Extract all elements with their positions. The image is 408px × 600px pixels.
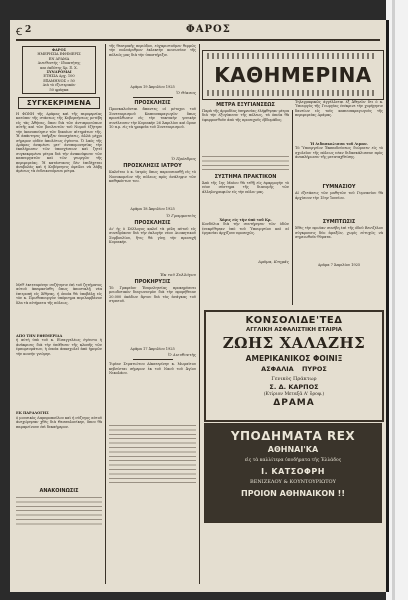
ad-line: ΑΘΗΝΑΙ'ΚΑ xyxy=(267,445,319,454)
column-3 xyxy=(202,100,289,305)
shoe-ad xyxy=(204,423,382,523)
section-text: Χθὲς τὴν πρωΐαν συνέβη ἐπὶ τῆς ὁδοῦ Βενιζέλου σύγκρουσις δύο ἁμαξῶν, χωρὶς εὐτυχῶς νὰ σημειωθοῦν θύματα. xyxy=(295,226,383,240)
column-rule-1 xyxy=(105,44,106,584)
section-text: Τηλεγραφικῶς ἀγγέλλεται ἐξ Ἀθηνῶν ὅτι ὁ κ. Ὑπουργὸς τῆς Γεωργίας ἐνέκρινε τὴν χορήγησιν δανείων εἰς τοὺς καπνοπαραγωγοὺς τῆς περιφερείας Δράμας. xyxy=(295,100,383,118)
notice-line: ΗΜΕΡΗΣΙΑ ΕΦΗΜΕΡΙΣ xyxy=(37,52,81,57)
news-item-text: ὁ μουσικὸς Λαμπροπούλου καὶ ἡ σύζυγος αὐτοῦ ἀνεχώρησαν χθὲς διὰ Θεσσαλονίκην, ὅπου θὰ παραμείνουν ἐπὶ δεκαήμερον. xyxy=(16,415,102,429)
separator xyxy=(133,359,173,360)
notice-date: Δρᾶμα 19 Ἀπριλίου 1925 xyxy=(130,85,175,89)
column-4 xyxy=(295,100,383,305)
ad-line: ΑΓΓΛΙΚΗ ΑΣΦΑΛΙΣΤΙΚΗ ΕΤΑΙΡΙΑ xyxy=(245,327,343,333)
section-title-box xyxy=(18,97,100,109)
ad-line: ΑΣΦΑΛΙΑ ΠΥΡΟΣ xyxy=(261,365,327,373)
section-date: Δρᾶμα 18 Ἀπριλίου 1925 xyxy=(130,207,175,212)
ad-line: εἰς τὰ καλλίτερα ὑποδήματα τῆς Ἑλλάδος xyxy=(244,458,342,463)
ad-line: ΒΕΝΙΖΕΛΟΥ & ΚΟΥΝΤΟΥΡΙΩΤΟΥ xyxy=(250,479,336,485)
section-text: Δι' ἧς ὁ Σύλλογος καλεῖ τὰ μέλη αὐτοῦ εἰς συνεδρίασιν διὰ τὴν ἐκλογὴν νέου Διοικητικοῦ Συμβουλίου, ἥτις θὰ γίνῃ τὴν προσεχῆ Κυριακήν. xyxy=(109,226,196,245)
ad-line: ΔΡΑΜΑ xyxy=(273,398,315,408)
notice-signature: Ὁ Θίασος xyxy=(176,90,196,96)
subscription-line: ΕΤΗΣΙΑ Δρχ. 100 xyxy=(43,74,75,79)
filler-text xyxy=(109,423,196,483)
section-title: ΣΥΓΚΕΚΡΙΜΕΝΑ xyxy=(26,99,92,108)
section-subheading: Χάρις εἰς τὴν ὑπὸ τοῦ Κρ. xyxy=(219,218,272,222)
section-signature: Ὁ Διευθυντὴς xyxy=(168,352,196,358)
page-fold-margin xyxy=(386,0,408,600)
section-signature: Ὁ Γραμματεὺς xyxy=(166,212,196,218)
section-signature: Ἐκ τοῦ Συλλόγου xyxy=(160,271,196,277)
section-heading: ΠΡΟΚΗΡΥΞΙΣ xyxy=(134,278,171,285)
notice-text: τῆς θεατρικῆς περιόδου, εὐχαριστοῦμεν θερμῶς τὴν πολυάριθμον ἐκλεκτὴν κοινωνίαν τῆς πόλεώς μας διὰ τὴν ὑποστήριξιν. xyxy=(109,44,196,57)
ad-line: ΑΜΕΡΙΚΑΝΙΚΟΣ ΦΟΙΝΙΞ xyxy=(245,354,343,363)
article-body: Η ΦΩΝΗ τῆς Δράμας καὶ τῆς περιφερείας κατόπιν τῆς στάσεως τῆς Κυβερνήσεως μετέβη εἰς τὰς Ἀθήνας, ὅπου διὰ τῶν ἀντιπροσώπων αὐτῆς καὶ τῶν βουλευτῶν τοῦ Νομοῦ ἐζήτησε τὴν ἱκανοποίησιν τῶν δικαίων αἰτημάτων τῆς. Ἡ ἀπάντησις ὑπῆρξεν ὑποσχέσεις, ἀλλὰ μέχρι σήμερον οὐδὲν ἀπολύτως ἐγένετο. Ὁ λαὸς τῆς Δράμας ἀναμένει μετ' ἀνυπομονησίας τὴν ἐκπλήρωσιν τῶν ὑποσχέσεων καὶ ζητεῖ συγκεκριμένα μέτρα διὰ τὴν ἀνακούφισιν τῶν καπνεργατῶν καὶ τῶν γεωργῶν τῆς περιφερείας. Ἡ κατάστασις δὲν ἐπιδέχεται ἀναβολὰς καὶ ἡ Κυβέρνησις ὀφείλει νὰ λάβῃ ἀμέσως τὰ ἐνδεικνυόμενα μέτρα. xyxy=(16,112,102,174)
ad-line: ΚΟΝΣΟΛΙΔΕ'ΤΕΔ xyxy=(245,315,343,326)
section-text: Προσκαλοῦνται ἅπαντες οἱ μέτοχοι τοῦ Συνεταιρισμοῦ Καπνοπαραγωγῶν ὅπως προσέλθωσιν εἰς τὴν τακτικὴν γενικὴν συνέλευσιν τὴν Κυριακὴν 26 Ἀπριλίου καὶ ὥραν 10 π.μ. εἰς τὰ γραφεῖα τοῦ Συνεταιρισμοῦ. xyxy=(109,107,196,130)
subscription-line: 50 φράγκα xyxy=(49,87,69,92)
section-heading: ΠΡΟΣΚΛΗΣΙΣ ΙΑΤΡΟΥ xyxy=(123,163,182,170)
news-item-title: ΕΚ ΠΑΡΑΛΟΓΗΣ xyxy=(16,411,49,416)
ad-line: ΖΩΗΣ ΧΑΛΑΖΗΣ xyxy=(222,334,366,352)
subscription-box xyxy=(22,46,96,94)
page-header xyxy=(16,23,384,37)
section-heading: ΜΕΤΡΑ ΕΞΥΓΙΑΝΣΕΩΣ xyxy=(216,102,275,108)
lower-blank-area xyxy=(204,525,380,585)
ad-line: (Κτίριον Μεταξᾶ Α' ὄροφ.) xyxy=(263,392,325,397)
filler-text xyxy=(16,495,102,525)
section-date: Δρᾶμα 17 Ἀπριλίου 1925 xyxy=(130,346,175,351)
column-2 xyxy=(109,44,196,586)
section-date: Δρᾶμα 7 Ἀπριλίου 1925 xyxy=(317,263,361,268)
section-text: Τὸ Γραφεῖον Ἐπιμελητείας προκηρύσσει μειοδοτικὸν διαγωνισμὸν διὰ τὴν προμήθειαν 20.000 ὀκάδων ἄρτου διὰ τὰς ἀνάγκας τοῦ στρατοῦ. xyxy=(109,285,196,304)
ad-line: Σ. Δ. ΚΑΡΠΟΣ xyxy=(269,383,319,391)
ad-line: ΥΠΟΔΗΜΑΤΑ REX xyxy=(230,429,356,443)
ornament-left: Ꞓ xyxy=(16,27,23,38)
notice-line: ΕΝ ΔΡΑΜΑ xyxy=(48,56,70,61)
section-text: Παρὰ τῆς ἁρμοδίας ὑπηρεσίας ἐλήφθησαν μέτρα διὰ τὴν ἐξυγίανσιν τῆς πόλεως, τὰ ὁποῖα θὰ ἐφαρμοσθοῦν ἀπὸ τῆς προσεχοῦς ἑβδομάδος. xyxy=(202,109,289,122)
newspaper-page xyxy=(10,20,386,592)
page-number: 2 xyxy=(25,25,32,35)
section-text: Αἱ ἐξετάσεις τῶν μαθητῶν τοῦ Γυμνασίου θὰ ἀρχίσουν τὴν 15ην Ἰουνίου. xyxy=(295,191,383,200)
separator xyxy=(133,97,173,98)
section-heading: ΓΥΜΝΑΣΙΟΥ xyxy=(322,184,356,191)
announcement-title: ΑΝΑΚΟΙΝΩΣΙΣ xyxy=(39,487,79,494)
paper-name: ΦΑΡΟΣ xyxy=(186,24,231,35)
section-heading: ΠΡΟΣΚΛΗΣΙΣ xyxy=(134,100,171,107)
ad-line: Γενικὸς Πράκτωρ xyxy=(271,376,317,382)
article-body-continued: Μεθ' ἐκτεταμένην συζήτησιν ἐπὶ τοῦ ζητήματος αὐτοῦ ἀπεφασίσθη ὅπως ἀποσταλῇ νέα ἐπιτροπὴ εἰς Ἀθήνας, ἡ ὁποία θὰ ὑποβάλῃ εἰς τὸν κ. Πρωθυπουργὸν ὑπόμνημα περιλαμβάνον ὅλα τὰ αἰτήματα τῆς πόλεως. xyxy=(16,283,102,305)
ad-line: Ι. ΚΑΤΣΟΦΡΗ xyxy=(261,467,325,476)
section-subheading: Ἡ Διδασκαλισσα τοῦ Λιμαν. xyxy=(310,142,368,146)
subscription-line: Διὰ τὸ ἐξωτερικὸν xyxy=(42,83,76,88)
news-item-text: ἡ αὐτὴ ὑπὸ τοῦ κ. Εἰσαγγελέως ἐγένετο ἡ ἀνάκρισις διὰ τὴν ὑπόθεσιν τῆς κλοπῆς τῶν ἐμπορευμάτων, ἡ ὁποία ἀπασχολεῖ ἀπὸ ἡμερῶν τὴν κοινὴν γνώμην. xyxy=(16,338,102,356)
notice-title: ΦΑΡΟΣ xyxy=(51,48,67,52)
masthead-ornament-bottom xyxy=(207,90,377,96)
section-text: Τὸ Ὑπουργεῖον Ἐκπαιδεύσεως διώρισεν εἰς τὸ σχολεῖον τῆς πόλεως νέαν διδασκάλισσαν πρὸς ἀναπλήρωσιν τῆς μεταταχθείσης. xyxy=(295,146,383,160)
subscription-title: ΣΥΝΔΡΟΜΑΙ xyxy=(46,70,72,75)
section-heading: ΣΥΣΤΗΜΑ ΠΡΑΚΤΙΚΟΝ xyxy=(214,174,277,180)
header-rule xyxy=(16,39,380,41)
ad-line: ΠΡΟΙΟΝ ΑΘΗΝΑΙΚΟΝ !! xyxy=(241,489,345,498)
section-text: Καλεῖται ὁ κ. ἰατρὸς ὅπως παρουσιασθῇ εἰς τὸ Νοσοκομεῖον τῆς πόλεως πρὸς ἀνάληψιν τῶν καθηκόντων του. xyxy=(109,170,196,184)
insurance-ad xyxy=(204,310,384,422)
section-text: Κονδύλια διὰ τὴν συντήρησιν τῶν ὁδῶν ἐνεκρίθησαν ὑπὸ τοῦ Ὑπουργείου καὶ αἱ ἐργασίαι ἀρχίζουν προσεχῶς. xyxy=(202,222,289,236)
masthead-ornament-top xyxy=(207,53,377,59)
section-signature: Δρᾶμα, Κτημᾶς xyxy=(258,259,289,265)
filler-text xyxy=(202,154,289,172)
section-heading: ΠΡΟΣΚΛΗΣΙΣ xyxy=(134,219,171,226)
section-heading: ΣΥΜΠΤΩΣΙΣ xyxy=(322,219,356,226)
notice-line: και ἐκδότης Χρ. Ξ. Χ. xyxy=(40,65,78,70)
column-rule-2 xyxy=(199,44,200,584)
masthead-title: ΚΑΘΗΜΕΡΙΝΑ xyxy=(214,63,372,87)
section-signature: Ὁ Πρόεδρος xyxy=(171,156,196,162)
notice-line: Διευθυντής - Ιδιοκτήτης xyxy=(37,61,81,66)
section-text: Ἀπὸ τῆς 1ης Μαΐου θὰ τεθῇ εἰς ἐφαρμογὴν τὸ νέον σύστημα τῆς διανομῆς τῶν ἀλληλογραφιῶν εἰς τὴν πόλιν μας. xyxy=(202,181,289,194)
section-text: Τιμίαν Στρατιώτου Αἰκατερίνην κ. Μωραΐτου κηδεύεται σήμερον ἐκ τοῦ Ναοῦ τοῦ Ἁγίου Νικολάου. xyxy=(109,362,196,376)
masthead-box xyxy=(202,50,384,100)
page-fold-shadow xyxy=(392,0,395,600)
news-item-title: ΑΠΟ ΤΗΝ ΕΦΗΜΕΡΙΔΑ xyxy=(16,334,63,339)
column-1 xyxy=(16,44,102,586)
column-rule-3 xyxy=(292,110,293,305)
subscription-line: ΕΞΑΜΗΝΟΣ » 50 xyxy=(43,78,75,83)
